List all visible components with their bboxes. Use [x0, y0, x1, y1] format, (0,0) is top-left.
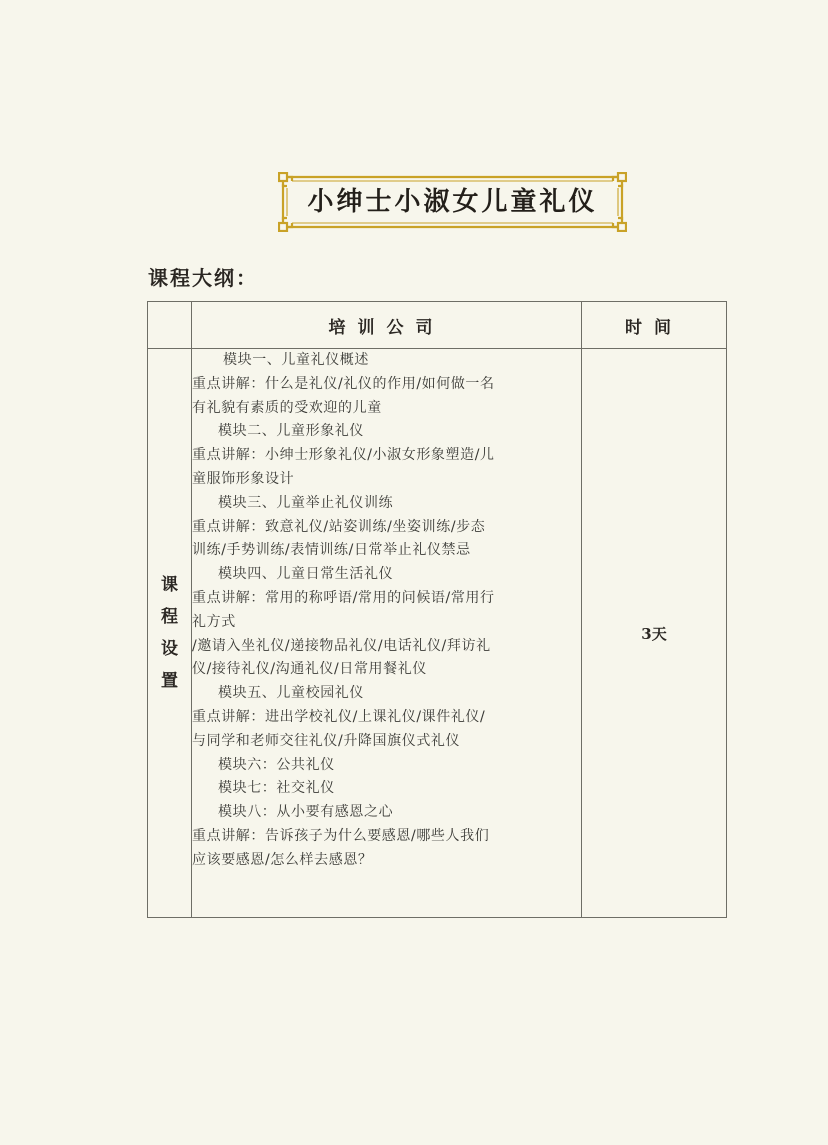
header-time: 时间 [582, 302, 727, 349]
module-title: 模块八：从小要有感恩之心 [218, 804, 394, 821]
module-title: 模块四、儿童日常生活礼仪 [218, 566, 394, 583]
content-line: 重点讲解：小绅士形象礼仪/小淑女形象塑造/儿 [192, 447, 495, 464]
module-title: 模块五、儿童校园礼仪 [218, 685, 364, 702]
course-content-cell [192, 349, 582, 918]
header-corner-cell [148, 302, 192, 349]
content-line: 重点讲解：告诉孩子为什么要感恩/哪些人我们 [192, 827, 490, 844]
side-label-char: 置 [161, 671, 178, 691]
content-line: 重点讲解：什么是礼仪/礼仪的作用/如何做一名 [192, 375, 495, 392]
content-line: 重点讲解：常用的称呼语/常用的问候语/常用行 [192, 589, 495, 606]
side-label-char: 程 [161, 607, 178, 627]
content-line: /邀请入坐礼仪/递接物品礼仪/电话礼仪/拜访礼 [192, 637, 491, 654]
content-line: 礼方式 [192, 613, 236, 630]
side-label-char: 设 [161, 639, 178, 659]
module-title: 模块七：社交礼仪 [218, 780, 335, 797]
module-title: 模块六：公共礼仪 [218, 756, 335, 773]
side-label-char: 课 [161, 575, 178, 595]
content-line: 训练/手势训练/表情训练/日常举止礼仪禁忌 [192, 542, 471, 559]
title-banner [278, 172, 627, 232]
module-title: 模块三、儿童举止礼仪训练 [218, 494, 394, 511]
content-line: 重点讲解：致意礼仪/站姿训练/坐姿训练/步态 [192, 518, 486, 535]
table-row [148, 349, 727, 918]
content-line: 仪/接待礼仪/沟通礼仪/日常用餐礼仪 [192, 661, 427, 678]
module-title: 模块一、儿童礼仪概述 [223, 352, 369, 368]
content-line: 与同学和老师交往礼仪/升降国旗仪式礼仪 [192, 732, 461, 749]
document-title: 小绅士小淑女儿童礼仪 [307, 187, 598, 217]
content-line: 应该要感恩/怎么样去感恩？ [192, 851, 373, 868]
content-line: 重点讲解：进出学校礼仪/上课礼仪/课件礼仪/ [192, 708, 486, 725]
module-title: 模块二、儿童形象礼仪 [218, 423, 364, 440]
content-line: 童服饰形象设计 [192, 470, 295, 487]
table-header-row [148, 302, 727, 349]
course-outline-table [147, 301, 727, 918]
content-line: 有礼貌有素质的受欢迎的儿童 [192, 399, 382, 416]
duration-cell: 3天 [582, 349, 727, 918]
section-heading: 课程大纲： [148, 266, 258, 290]
header-company: 培训公司 [192, 302, 582, 349]
side-label-cell [148, 349, 192, 918]
